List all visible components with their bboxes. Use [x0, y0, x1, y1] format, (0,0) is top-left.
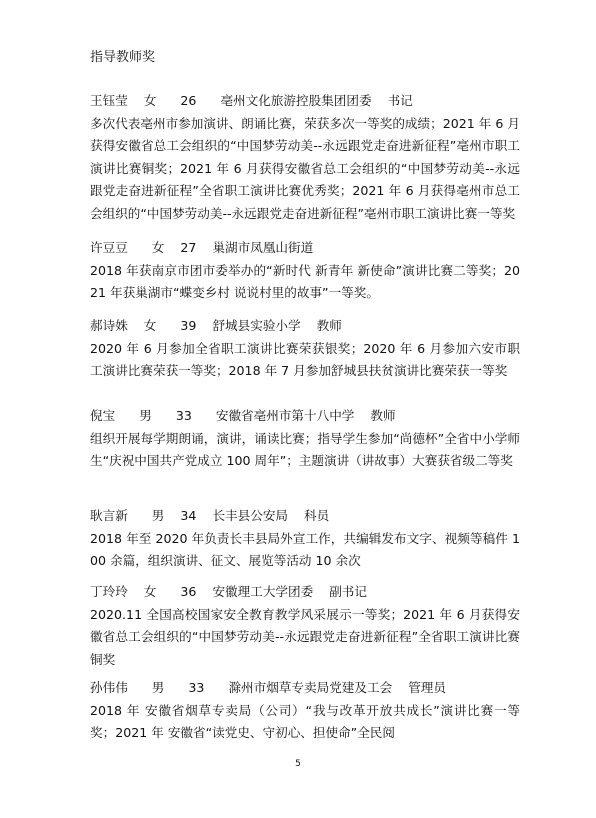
award-entry [90, 315, 520, 383]
section-heading: 指导教师奖 [90, 50, 156, 65]
award-entry [90, 581, 520, 671]
page-number: 5 [295, 759, 301, 769]
award-entry [90, 505, 520, 573]
entry-description: 2018 年至 2020 年负责长丰县局外宣工作，共编辑发布文字、视频等稿件 100 余篇，组织演讲、征文、展览等活动 10 余次 [90, 530, 520, 568]
entry-header: 丁玲玲 女 36 安徽理工大学团委 副书记 [90, 584, 367, 599]
award-entry [90, 90, 520, 225]
award-entry [90, 237, 520, 305]
entry-description: 2018 年获南京市团市委举办的“新时代 新青年 新使命”演讲比赛二等奖；2021 年获巢湖市“蝶变乡村 说说村里的故事”一等奖。 [90, 262, 520, 300]
award-entry [90, 405, 520, 473]
entry-header: 倪宝 男 33 安徽省亳州市第十八中学 教师 [90, 408, 396, 423]
entry-description: 2020 年 6 月参加全省职工演讲比赛荣获银奖；2020 年 6 月参加六安市职工演讲比赛荣获一等奖；2018 年 7 月参加舒城县扶贫演讲比赛荣获一等奖 [90, 340, 520, 378]
entry-description: 2020.11 全国高校国家安全教育教学风采展示一等奖；2021 年 6 月获得安徽省总工会组织的“中国梦劳动美--永远跟党走奋进新征程”全省职工演讲比赛铜奖 [90, 606, 520, 667]
entry-description: 2018 年 安徽省烟草专卖局（公司）“我与改革开放共成长”演讲比赛一等奖；2021 年 安徽省“读党史、守初心、担使命”全民阅 [90, 702, 520, 740]
entry-header: 许豆豆 女 27 巢湖市凤凰山街道 [90, 240, 314, 255]
entry-description: 多次代表亳州市参加演讲、朗诵比赛，荣获多次一等奖的成绩；2021 年 6 月获得安徽省总工会组织的“中国梦劳动美--永远跟党走奋进新征程”亳州市职工演讲比赛铜奖；2021 年 6 月获得安徽省总工会组织的“中国梦劳动美--永远跟党走奋进新征程”全省职工演讲比赛优秀奖；2021 年 6 月获得亳州市总工会组织的“中国梦劳动美--永远跟党走奋进新征程”亳州市职工演讲比赛一等奖 [90, 115, 520, 221]
entry-header: 耿言新 男 34 长丰县公安局 科员 [90, 508, 330, 523]
entry-header: 王钰莹 女 26 亳州文化旅游控股集团团委 书记 [90, 93, 413, 108]
entry-header: 郝诗姝 女 39 舒城县实验小学 教师 [90, 318, 342, 333]
award-entry [90, 677, 520, 745]
entry-header: 孙伟伟 男 33 滁州市烟草专卖局党建及工会 管理员 [90, 680, 446, 695]
entry-description: 组织开展每学期朗诵，演讲，诵读比赛；指导学生参加“尚德杯”全省中小学师生“庆祝中国共产党成立 100 周年”；主题演讲（讲故事）大赛获省级二等奖 [90, 430, 520, 468]
